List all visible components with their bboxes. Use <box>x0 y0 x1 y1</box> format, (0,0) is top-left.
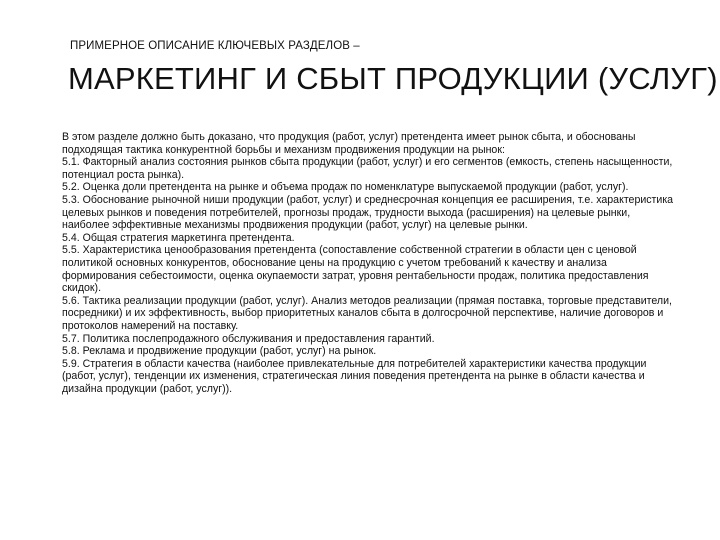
slide-body <box>62 131 674 395</box>
section-5-2: 5.2. Оценка доли претендента на рынке и объема продаж по номенклатуре выпускаемой продукции (работ, услуг). <box>62 181 629 194</box>
intro-paragraph: В этом разделе должно быть доказано, что продукция (работ, услуг) претендента имеет рынок сбыта, и обоснованы подходящая тактика конкурентной борьбы и механизм продвижения продукции на рынок: <box>62 131 636 156</box>
section-5-3: 5.3. Обоснование рыночной ниши продукции (работ, услуг) и среднесрочная концепция ее расширения, т.е. характеристика целевых рынков и поведения потребителей, прогнозы продаж, трудности выхода (расширения) на целевые рынки, наиболее эффективные механизмы продвижения продукции (работ, услуг) на целевые рынки. <box>62 193 674 232</box>
section-5-1: 5.1. Факторный анализ состояния рынков сбыта продукции (работ, услуг) и его сегментов (емкость, степень насыщенности, потенциал роста рынка). <box>62 156 673 181</box>
section-5-6: 5.6. Тактика реализации продукции (работ, услуг). Анализ методов реализации (прямая поставка, торговые представители, посредники) и их эффективность, выбор приоритетных каналов сбыта в долгосрочной перспективе, наличие договоров и протоколов намерений на поставку. <box>62 294 672 332</box>
section-5-4: 5.4. Общая стратегия маркетинга претендента. <box>62 231 295 244</box>
section-5-5: 5.5. Характеристика ценообразования претендента (сопоставление собственной стратегии в области цен с ценовой политикой основных конкурентов, обоснование цены на продукцию с учетом требований к качеству и анализа формирования себестоимости, оценка окупаемости затрат, уровня рентабельности продаж, политика предоставления скидок). <box>62 244 649 295</box>
section-5-8: 5.8. Реклама и продвижение продукции (работ, услуг) на рынок. <box>62 345 377 358</box>
section-5-9: 5.9. Стратегия в области качества (наиболее привлекательные для потребителей характеристики качества продукции (работ, услуг), тенденции их изменения, стратегическая линия поведения претендента на рынке в области качества и дизайна продукции (работ, услуг)). <box>62 357 647 395</box>
slide-title: МАРКЕТИНГ И СБЫТ ПРОДУКЦИИ (УСЛУГ) <box>68 61 718 96</box>
section-5-7: 5.7. Политика послепродажного обслуживания и предоставления гарантий. <box>62 332 435 345</box>
slide-subtitle: ПРИМЕРНОЕ ОПИСАНИЕ КЛЮЧЕВЫХ РАЗДЕЛОВ – <box>70 40 360 52</box>
